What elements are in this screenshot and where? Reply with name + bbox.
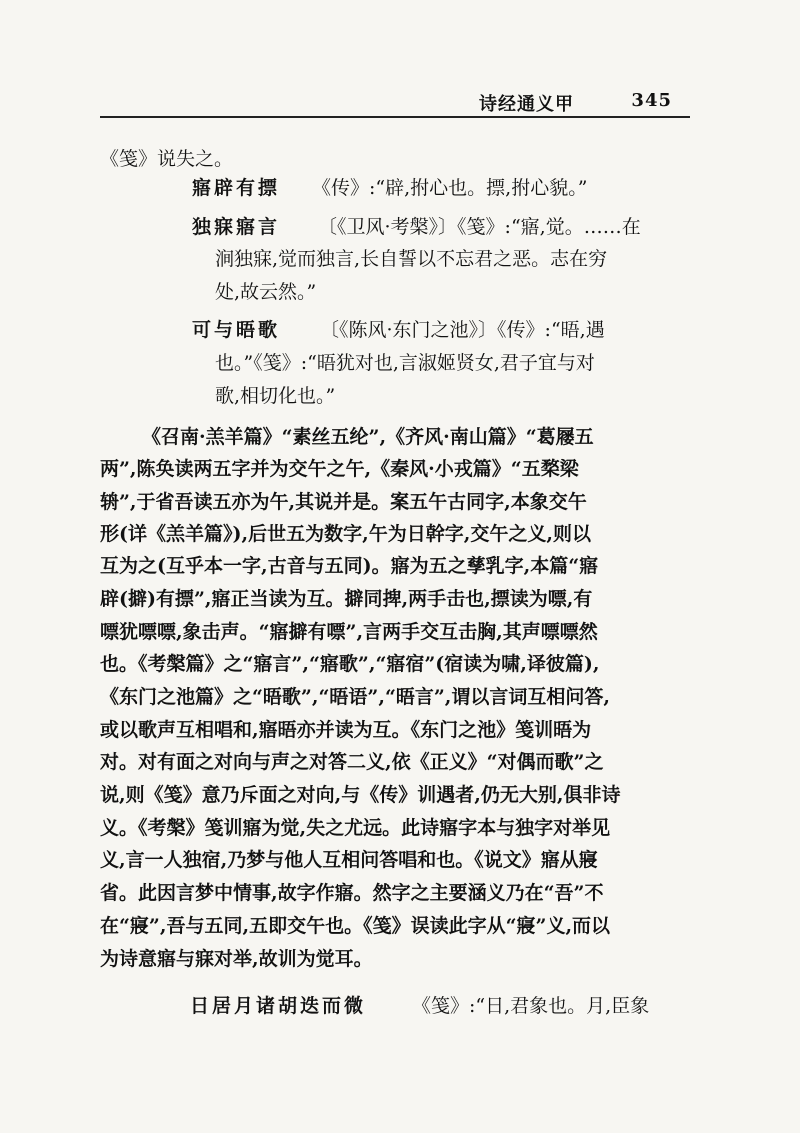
- paragraph-line: 《召南·羔羊篇》“素丝五纶”,《齐风·南山篇》“葛屦五: [142, 426, 594, 448]
- entry-text-line: 《传》:“辟,拊心也。摽,拊心貌。”: [312, 177, 588, 199]
- running-title: 诗经通义甲: [479, 94, 574, 115]
- entry-term: 日居月诸胡迭而微: [190, 995, 367, 1017]
- paragraph-line: 互为之(互乎本一字,古音与五同)。寤为五之孳乳字,本篇“寤: [100, 555, 599, 577]
- paragraph-line: 或以歌声互相唱和,寤晤亦并读为互。《东门之池》笺训晤为: [100, 719, 592, 741]
- entry-text-line: 《笺》:“日,君象也。月,臣象: [412, 995, 650, 1017]
- entry-text-line: 〔《卫风·考槃》〕《笺》:“寤,觉。……在: [318, 216, 641, 238]
- page-number: 345: [631, 90, 672, 111]
- paragraph-line: 省。此因言梦中情事,故字作寤。然字之主要涵义乃在“吾”不: [100, 882, 604, 904]
- entry-text-line: 涧独寐,觉而独言,长自誓以不忘君之恶。志在穷: [215, 248, 608, 270]
- paragraph-line: 为诗意寤与寐对举,故训为觉耳。: [100, 948, 373, 970]
- paragraph-line: 形(详《羔羊篇》),后世五为数字,午为日幹字,交午之义,则以: [100, 523, 591, 545]
- entry-term: 寤辟有摽: [192, 177, 281, 199]
- paragraph-line: 辟(擗)有摽”,寤正当读为互。擗同捭,两手击也,摽读为嘌,有: [100, 588, 593, 610]
- paragraph-line: 说,则《笺》意乃斥面之对向,与《传》训遇者,仍无大别,俱非诗: [100, 784, 621, 806]
- entry-term: 可与晤歌: [192, 319, 281, 341]
- entry-text-line: 歌,相切化也。”: [215, 385, 336, 407]
- paragraph-line: 对。对有面之对向与声之对答二义,依《正义》“对偶而歌”之: [100, 751, 604, 773]
- paragraph-line: 辀”,于省吾读五亦为午,其说并是。案五午古同字,本象交午: [100, 491, 587, 513]
- entry-text-line: 〔《陈风·东门之池》〕《传》:“晤,遇: [320, 319, 605, 341]
- entry-term: 独寐寤言: [192, 216, 281, 238]
- paragraph-line: 在“寢”,吾与五同,五即交午也。《笺》误读此字从“寢”义,而以: [100, 915, 611, 937]
- opening-line: 《笺》说失之。: [100, 148, 234, 170]
- paragraph-line: 义,言一人独宿,乃梦与他人互相问答唱和也。《说文》寤从寢: [100, 849, 598, 871]
- paragraph-line: 嘌犹嘌嘌,象击声。“寤擗有嘌”,言两手交互击胸,其声嘌嘌然: [100, 621, 598, 643]
- paragraph-line: 也。《考槃篇》之“寤言”,“寤歌”,“寤宿”(宿读为啸,译彼篇),: [100, 653, 600, 675]
- paragraph-line: 义。《考槃》笺训寤为觉,失之尤远。此诗寤字本与独字对举见: [100, 817, 611, 839]
- entry-text-line: 处,故云然。”: [215, 281, 317, 303]
- paragraph-line: 两”,陈奂读两五字并为交午之午,《秦风·小戎篇》“五楘梁: [100, 458, 579, 480]
- paragraph-line: 《东门之池篇》之“晤歌”,“晤语”,“晤言”,谓以言词互相问答,: [100, 686, 611, 708]
- page-header: [100, 86, 690, 118]
- entry-text-line: 也。”《笺》:“晤犹对也,言淑姬贤女,君子宜与对: [215, 352, 595, 374]
